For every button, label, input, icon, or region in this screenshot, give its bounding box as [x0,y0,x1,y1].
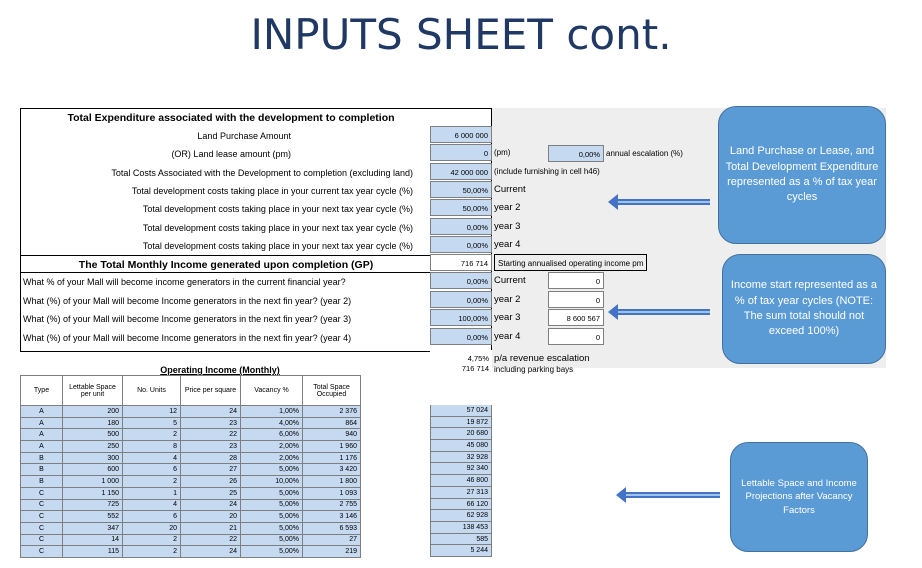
income-row-label: What (%) of your Mall will become Income generators in the next fin year? (year 2) [23,295,352,306]
total-space-cell: 1 800 [303,476,361,488]
income-header-text: The Total Monthly Income generated upon completion (GP) [78,259,374,271]
price-cell[interactable]: 24 [181,546,241,558]
monthly-income-cell: 62 928 [430,510,492,522]
vacancy-cell[interactable]: 5,00% [241,546,303,558]
monthly-income-cell: 585 [430,534,492,546]
income-row [21,310,431,328]
expenditure-row [21,127,431,145]
land-escalation-input[interactable]: 0,00% [548,145,604,162]
units-cell[interactable]: 8 [123,441,181,453]
col-type: Type [21,376,63,406]
income-percent-input[interactable]: 100,00% [430,309,492,326]
table-row [21,476,361,488]
lettable-space-cell[interactable]: 500 [63,429,123,441]
units-cell[interactable]: 2 [123,429,181,441]
monthly-income-cell: 32 928 [430,452,492,464]
units-cell[interactable]: 2 [123,476,181,488]
income-amount: 8 600 567 [548,309,604,326]
expenditure-value-input[interactable]: 6 000 000 [430,126,492,143]
lettable-space-cell[interactable]: 1 150 [63,487,123,499]
income-row [21,292,431,310]
expenditure-row-label: (OR) Land lease amount (pm) [171,149,291,160]
arrow-left-icon [618,199,710,205]
monthly-income-column [430,405,492,557]
type-cell: C [21,499,63,511]
monthly-income-cell: 46 800 [430,475,492,487]
expenditure-value-input[interactable]: 0,00% [430,218,492,235]
price-cell[interactable]: 27 [181,464,241,476]
lettable-space-cell[interactable]: 1 000 [63,476,123,488]
table-row [21,441,361,453]
income-amount: 0 [548,291,604,308]
expenditure-value-input[interactable]: 0,00% [430,236,492,253]
total-space-cell: 1 093 [303,487,361,499]
expenditure-income-block [20,108,492,352]
total-space-cell: 940 [303,429,361,441]
price-cell[interactable]: 24 [181,406,241,418]
total-space-cell: 2 376 [303,406,361,418]
income-amount: 0 [548,272,604,289]
units-cell[interactable]: 20 [123,522,181,534]
vacancy-cell[interactable]: 5,00% [241,464,303,476]
total-space-cell: 1 960 [303,441,361,453]
vacancy-cell[interactable]: 5,00% [241,487,303,499]
income-row [21,273,431,291]
income-note: Current [494,275,526,286]
land-escalation-label: annual escalation (%) [606,149,683,158]
price-cell[interactable]: 22 [181,429,241,441]
col-price-per-square: Price per square [181,376,241,406]
income-note: year 3 [494,312,521,323]
units-cell[interactable]: 6 [123,464,181,476]
total-space-cell: 3 420 [303,464,361,476]
vacancy-cell[interactable]: 4,00% [241,417,303,429]
vacancy-cell[interactable]: 5,00% [241,511,303,523]
price-cell[interactable]: 22 [181,534,241,546]
expenditure-note: year 2 [494,202,521,214]
col-no-units: No. Units [123,376,181,406]
price-cell[interactable]: 25 [181,487,241,499]
total-space-cell: 6 593 [303,522,361,534]
callout-income-start: Income start represented as a % of tax year cycles (NOTE: The sum total should not exceed 100%) [722,254,886,364]
parking-value: 716 714 [430,364,492,374]
total-space-cell: 1 176 [303,452,361,464]
expenditure-value-input[interactable]: 50,00% [430,199,492,216]
revenue-escalation-value: 4,75% [430,350,492,367]
lettable-space-cell[interactable]: 180 [63,417,123,429]
income-row-label: What (%) of your Mall will become Income generators in the next fin year? (year 3) [23,314,352,324]
units-cell[interactable]: 6 [123,511,181,523]
expenditure-note: Current [494,183,526,195]
monthly-income-cell: 66 120 [430,499,492,511]
type-cell: C [21,522,63,534]
col-vacancy: Vacancy % [241,376,303,406]
expenditure-note: year 3 [494,220,521,232]
vacancy-cell[interactable]: 10,00% [241,476,303,488]
type-cell: C [21,487,63,499]
table-row [21,464,361,476]
slide-title: INPUTS SHEET cont. [250,10,672,59]
total-space-cell: 864 [303,417,361,429]
lettable-space-cell[interactable]: 552 [63,511,123,523]
total-space-cell: 27 [303,534,361,546]
price-cell[interactable]: 23 [181,417,241,429]
expenditure-row [21,182,431,200]
price-cell[interactable]: 24 [181,499,241,511]
vacancy-cell[interactable]: 5,00% [241,522,303,534]
income-note: year 2 [494,293,521,305]
vacancy-cell[interactable]: 5,00% [241,534,303,546]
income-note: year 4 [494,330,521,342]
type-cell: A [21,406,63,418]
income-amount: 0 [548,328,604,345]
monthly-income-cell: 5 244 [430,545,492,557]
table-row [21,511,361,523]
units-cell[interactable]: 5 [123,417,181,429]
income-row-label: What % of your Mall will become income generators in the current financial year? [23,277,346,287]
expenditure-value-input[interactable]: 50,00% [430,181,492,198]
income-row [21,329,431,347]
revenue-escalation-label: p/a revenue escalation [494,353,590,364]
price-cell[interactable]: 28 [181,452,241,464]
table-row [21,487,361,499]
expenditure-value-input[interactable]: 42 000 000 [430,163,492,180]
table-header-row [21,376,361,406]
callout-lettable-space: Lettable Space and Income Projections after Vacancy Factors [730,442,868,552]
vacancy-cell[interactable]: 2,00% [241,441,303,453]
monthly-income-cell: 92 340 [430,463,492,475]
table-row [21,522,361,534]
monthly-income-cell: 57 024 [430,405,492,417]
table-row [21,417,361,429]
expenditure-row [21,200,431,218]
income-header [21,255,431,273]
type-cell: A [21,417,63,429]
lettable-space-cell[interactable]: 300 [63,452,123,464]
lettable-space-cell[interactable]: 600 [63,464,123,476]
expenditure-row [21,164,431,182]
expenditure-row-label: Total development costs taking place in your current tax year cycle (%) [131,185,413,196]
lettable-space-cell[interactable]: 725 [63,499,123,511]
total-space-cell: 3 146 [303,511,361,523]
table-row [21,534,361,546]
units-cell[interactable]: 2 [123,546,181,558]
total-space-cell: 219 [303,546,361,558]
table-row [21,546,361,558]
income-percent-input[interactable]: 0,00% [430,272,492,289]
expenditure-row-label: Total development costs taking place in your next tax year cycle (%) [142,240,413,251]
vacancy-cell[interactable]: 1,00% [241,406,303,418]
total-space-cell: 2 755 [303,499,361,511]
monthly-income-cell: 138 453 [430,522,492,534]
type-cell: B [21,452,63,464]
units-cell[interactable]: 12 [123,406,181,418]
price-cell[interactable]: 23 [181,441,241,453]
lettable-space-cell[interactable]: 347 [63,522,123,534]
parking-label: including parking bays [494,365,574,374]
expenditure-note: year 4 [494,238,521,250]
income-row-label: What (%) of your Mall will become Income generators in the next fin year? (year 4) [23,332,352,343]
table-row [21,499,361,511]
vacancy-cell[interactable]: 5,00% [241,499,303,511]
lettable-space-cell[interactable]: 115 [63,546,123,558]
monthly-income-cell: 19 872 [430,417,492,429]
type-cell: B [21,476,63,488]
monthly-income-note: Starting annualised operating income pm [494,254,647,271]
expenditure-row-label: Total Costs Associated with the Development to completion (excluding land) [111,167,413,178]
table-row [21,406,361,418]
col-lettable-space: Lettable Space per unit [63,376,123,406]
expenditure-note: (include furnishing in cell h46) [494,166,600,176]
price-cell[interactable]: 20 [181,511,241,523]
type-cell: C [21,511,63,523]
table-row [21,429,361,441]
price-cell[interactable]: 26 [181,476,241,488]
expenditure-note: (pm) [494,148,511,158]
expenditure-row-label: Land Purchase Amount [197,131,291,141]
type-cell: B [21,464,63,476]
units-cell[interactable]: 1 [123,487,181,499]
lettable-space-cell[interactable]: 200 [63,406,123,418]
income-percent-input[interactable]: 0,00% [430,291,492,308]
lettable-space-table [20,375,361,558]
type-cell: C [21,546,63,558]
vacancy-cell[interactable]: 6,00% [241,429,303,441]
expenditure-header-text: Total Expenditure associated with the development to completion [67,112,395,124]
expenditure-row [21,237,431,255]
income-percent-input[interactable]: 0,00% [430,328,492,345]
expenditure-row-label: Total development costs taking place in your next tax year cycle (%) [142,222,413,233]
arrow-left-icon [618,309,710,315]
expenditure-row [21,219,431,237]
type-cell: C [21,534,63,546]
operating-income-title: Operating Income (Monthly) [160,365,280,375]
col-total-space: Total Space Occupied [303,376,361,406]
callout-land-expenditure: Land Purchase or Lease, and Total Development Expenditure represented as a % of tax year cycles [718,106,886,244]
monthly-income-cell: 20 680 [430,428,492,440]
expenditure-value-input[interactable]: 0 [430,144,492,161]
units-cell[interactable]: 4 [123,452,181,464]
expenditure-header [21,109,493,127]
arrow-left-icon [626,492,720,498]
expenditure-row-label: Total development costs taking place in your next tax year cycle (%) [142,204,413,215]
lettable-space-cell[interactable]: 250 [63,441,123,453]
vacancy-cell[interactable]: 2,00% [241,452,303,464]
price-cell[interactable]: 21 [181,522,241,534]
units-cell[interactable]: 4 [123,499,181,511]
monthly-income-cell: 27 313 [430,487,492,499]
lettable-space-cell[interactable]: 14 [63,534,123,546]
table-row [21,452,361,464]
expenditure-row [21,145,431,163]
units-cell[interactable]: 2 [123,534,181,546]
type-cell: A [21,429,63,441]
monthly-income-cell: 45 080 [430,440,492,452]
monthly-income-total: 716 714 [430,254,492,271]
type-cell: A [21,441,63,453]
